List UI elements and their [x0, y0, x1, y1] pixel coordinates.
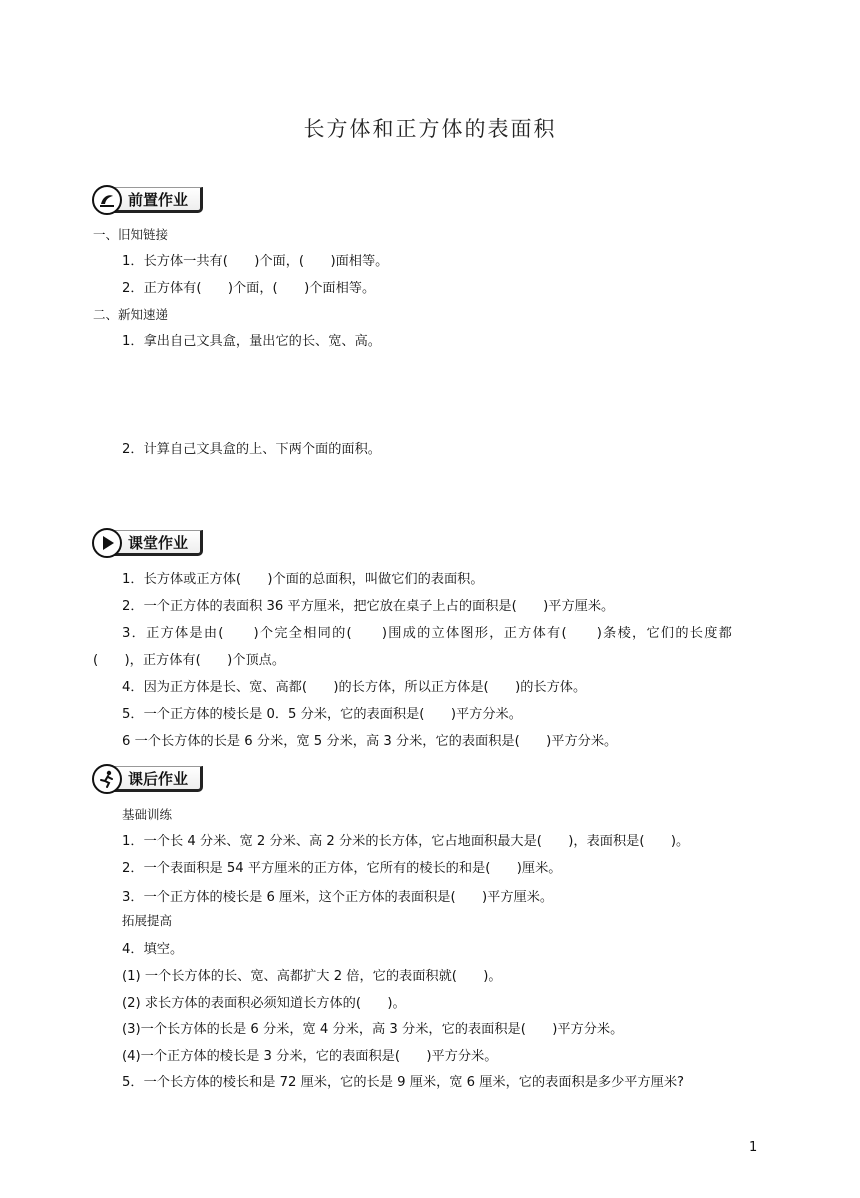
pen-icon	[92, 185, 122, 215]
page-number: 1	[749, 1140, 758, 1155]
question: 1．一个长 4 分米、宽 2 分米、高 2 分米的长方体，它占地面积最大是( )，表面积是( )。	[122, 834, 690, 849]
heading-review: 一、旧知链接	[93, 227, 169, 242]
play-icon	[92, 528, 122, 558]
page-title: 长方体和正方体的表面积	[303, 117, 557, 141]
question: 5．一个正方体的棱长是 0．5 分米，它的表面积是( )平方分米。	[122, 707, 522, 722]
sub-question: (2) 求长方体的表面积必须知道长方体的( )。	[122, 996, 406, 1011]
sub-question: (4)一个正方体的棱长是 3 分米，它的表面积是( )平方分米。	[122, 1049, 498, 1064]
section-header-after	[92, 762, 203, 796]
sub-question: (1) 一个长方体的长、宽、高都扩大 2 倍，它的表面积就( )。	[122, 969, 502, 984]
question: 5．一个长方体的棱长和是 72 厘米，它的长是 9 厘米，宽 6 厘米，它的表面积是多少平方厘米?	[122, 1075, 685, 1090]
question: 4．因为正方体是长、宽、高都( )的长方体，所以正方体是( )的长方体。	[122, 680, 587, 695]
section-header-pre	[92, 183, 203, 217]
heading-new: 二、新知速递	[93, 307, 169, 322]
question: 1．长方体或正方体( )个面的总面积，叫做它们的表面积。	[122, 572, 484, 587]
heading-basic: 基础训练	[122, 807, 173, 822]
question: 3．一个正方体的棱长是 6 厘米，这个正方体的表面积是( )平方厘米。	[122, 890, 554, 905]
section-title: 课后作业	[114, 766, 203, 792]
sub-question: (3)一个长方体的长是 6 分米，宽 4 分米，高 3 分米，它的表面积是( )平方分米。	[122, 1022, 624, 1037]
question: 6 一个长方体的长是 6 分米，宽 5 分米，高 3 分米，它的表面积是( )平方分米。	[122, 734, 618, 749]
section-title: 课堂作业	[114, 530, 203, 556]
question-continued: ( )，正方体有( )个顶点。	[93, 653, 286, 668]
question: 2．正方体有( )个面，( )个面相等。	[122, 281, 376, 296]
question: 2．一个表面积是 54 平方厘米的正方体，它所有的棱长的和是( )厘米。	[122, 861, 562, 876]
question: 2．一个正方体的表面积 36 平方厘米，把它放在桌子上占的面积是( )平方厘米。	[122, 599, 615, 614]
question: 3．正方体是由( )个完全相同的( )围成的立体图形，正方体有( )条棱，它们的长度都	[122, 626, 734, 641]
question: 1．拿出自己文具盒，量出它的长、宽、高。	[122, 334, 381, 349]
runner-icon	[92, 764, 122, 794]
section-title: 前置作业	[114, 187, 203, 213]
question: 4．填空。	[122, 942, 184, 957]
heading-extend: 拓展提高	[122, 913, 173, 928]
section-header-class	[92, 526, 203, 560]
question: 2．计算自己文具盒的上、下两个面的面积。	[122, 442, 381, 457]
question: 1．长方体一共有( )个面，( )面相等。	[122, 254, 389, 269]
